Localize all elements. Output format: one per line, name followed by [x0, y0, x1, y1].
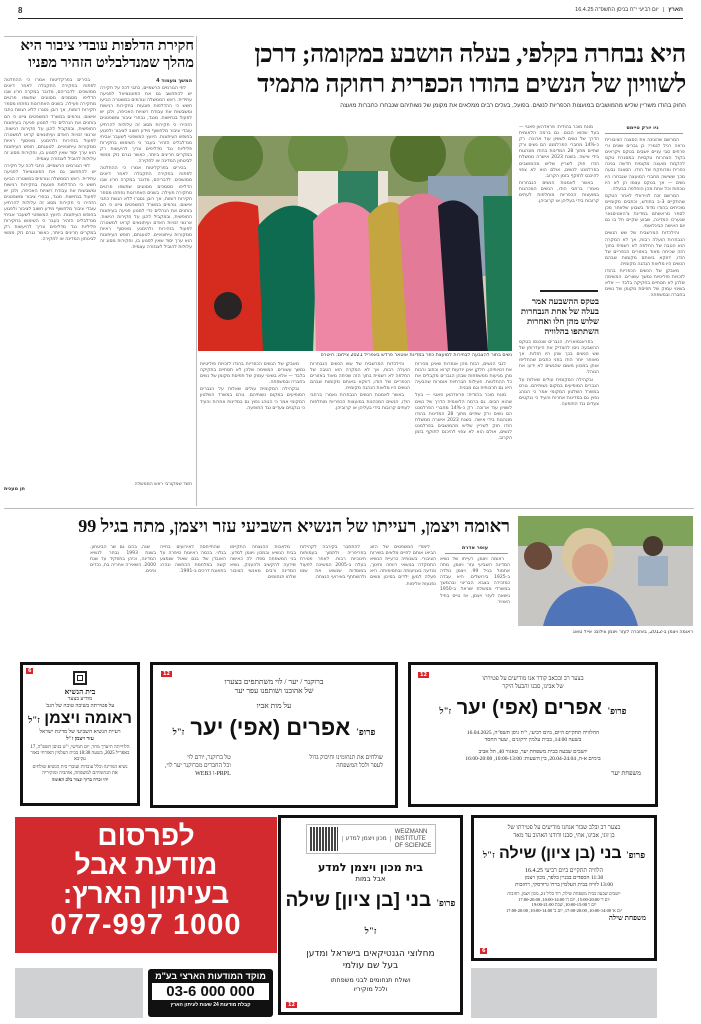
- obit-funeral: הלוויה תתקיים ביום רביעי 16.4.25: [525, 868, 603, 874]
- obit-husband: עזר ויצמן ז"ל: [66, 736, 94, 742]
- lead-col4-p1: והילכדות המרשבית של שש הנשים הנבחרות הועלה רבות, אך לא המקרה הוא הטבה של החלפה לא רשמית בתוך הזה שכיחה מאוד באזורים הכפריים של הודו, דווקא באותם מקומות שבהם הנשים היו מלאות הנהגה מקומית.: [310, 362, 410, 392]
- folio-separator: |: [662, 7, 665, 13]
- obit-signature-right: [309, 754, 383, 778]
- obit-line: PRPL-ו WEB3: [195, 771, 231, 777]
- ad-placeholder: [471, 968, 657, 1018]
- obit-line: בעל שם עולמי: [342, 961, 399, 971]
- obit-ad-efraim-yaar-partners: [150, 662, 398, 808]
- obit-closing: יהי זכרה ברוך ונצור בלב האומה: [51, 778, 109, 783]
- pull-quote: בטקס ההשבעה אמר בעלה של אחת הנבחרות שלוש מהן חלו ואחרות השתתפו בהלוויה: [520, 296, 599, 336]
- obit-line: בצער רב ובכאב קודר אנו מודיעים על פטירתו: [482, 676, 584, 682]
- obit-funeral: ההלוויה תתקיים היום, ביום רביעי, י"ח ניסן תשפ"ה, 16.04.2025: [466, 730, 600, 736]
- obituary-advertising-ad[interactable]: [15, 817, 277, 953]
- obit-suffix: ז"ל: [364, 926, 377, 936]
- side-divider: [196, 36, 197, 506]
- side-top-rule: [4, 36, 194, 37]
- logo-english-line: OF SCIENCE: [394, 842, 432, 849]
- weizmann-emblem-icon: [310, 827, 338, 851]
- obit-line: ברוקנר / יער / לוי משתתפים בצערו: [224, 677, 324, 686]
- obit-signature-left: [165, 754, 231, 778]
- ads-center-phone[interactable]: 03-6 000 000: [152, 983, 269, 1000]
- obit-shiva: יום א' 10:00-14:00, 17:00-20:00, יום ב' 10:00-14:00, 17:00-20:00: [505, 907, 623, 913]
- obit-suffix: ז"ל: [172, 727, 185, 737]
- dateline: יום רביעי י"ח בניסן התשפ"ה 16.4.25: [575, 7, 659, 13]
- logo-english: [395, 829, 432, 850]
- obit-name: אפרים (אפי) יער: [456, 697, 602, 719]
- obit-line: שולחים את תנחומינו וחיבוק גדול: [309, 755, 383, 761]
- ad-placeholder: [15, 968, 143, 1018]
- side-jump: המשך מעמוד 4: [156, 78, 192, 84]
- raoma-weizman-photo: [518, 516, 693, 626]
- obit-line: על פטירתה בשיבה טובה של הגב': [45, 703, 115, 709]
- obit-line: ולכל מוקיריו: [353, 985, 388, 993]
- lead-col2-p4: ובקהילה המקומית עולים שאלות על הגברים המופיעים במקום נשותיהם. גורם במשרד השלטון המקומי אמר כי הנוהג נפוץ גם במדינות אחרות והעיד כי ננקטים צעדים נגד התופעה.: [519, 377, 599, 407]
- obit-prefix: פרופ': [607, 706, 627, 716]
- obit-column-6: [90, 545, 156, 647]
- ad-size-tag: 12: [420, 672, 427, 678]
- side-col2-p1: בכירים בפרקליטות אמרו כי ההחלטה לפתוח בחקירה התקבלה לאחר דיונים ממושכים. לדבריהם, מדובר במקרה חריג שבו הדליפו מסמכים מסווגים שחשפו פרטים מחקירה פעילה. בשנים האחרונות נפתחו מספר חקירות דומות, אך רובן נסגרו ללא הגשת כתבי אישום. גורמים במשרד המשפטים ציינו כי הם בוחנים את הנהלים כדי למנוע פגיעה בעיתונות החופשית, ובמקביל להגן על חקירות רגישות. ארגוני זכויות האדם ועיתונאים קראו למשטרה לפעול בזהירות ולהימנע מאיסוף ראיות ממקורות עיתונאיים. לטענתם, חופש העיתונות הוא ערך יסוד שאין לפגוע בו, וחקירות מסוג זה עלולות להוביל לצנזורה עצמית.: [4, 78, 96, 163]
- obit-col6: שנה, בהם גם שר הביטחון. בשנת 1993 נבחר לנשיא המדינה, וכיהן בתפקיד עד שנת 2000. השאירה אחריה בת, נכדים ונינים.: [90, 545, 156, 575]
- side-col2-p2: לפי הגורמים הרשמיים, כתבי לכה על חקירה יש להתחשב גם את הפוטנציאל לפגיעה עתידית. ראש הממשלה וגורמים במשטרה הביעו חשש כי ההדלפות פוגעות בחקירות רגישות ומשבשות את עבודת רשויות האכיפה, ולכן יש לפעול בנחישות. מנגד, נבחרי ציבור ומשפטנים הזהירו כי חקירות מסוג זה עלולות להרתיע עובדי ציבור מלחשוף מידע חשוב לציבור ולפגוע בחופש העיתונות. היועץ המשפטי לשעבר אביחי מנדלבליט הזהיר בעבר כי השימוש בחקירות פליליות נגד מדליפים צריך להיעשות רק במקרים חריגים ביותר, כאשר נגרם נזק ממשי לביטחון המדינה או לחקירה.: [4, 164, 96, 243]
- obit-column-3: [300, 545, 366, 647]
- pull-quote-rule: [540, 290, 598, 292]
- obit-name: בני (בן ציון) שילה: [499, 845, 622, 862]
- obit-suffix: ז"ל: [28, 715, 40, 725]
- obit-name: בני [בן ציון] שילה: [285, 890, 432, 911]
- obit-line: של אהובנו ושותפנו עפר יער: [234, 686, 314, 695]
- photo-illustration: [198, 136, 512, 351]
- side-col1-p1: לפי הגורמים הרשמיים, כתבי לכה על חקירה יש להתחשב גם את הפוטנציאל לפגיעה עתידית. ראש הממשלה וגורמים במשטרה הביעו חשש כי ההדלפות פוגעות בחקירות רגישות ומשבשות את עבודת רשויות האכיפה, ולכן יש לפעול בנחישות. מנגד, נבחרי ציבור ומשפטנים הזהירו כי חקירות מסוג זה עלולות להרתיע עובדי ציבור מלחשוף מידע חשוב לציבור ולפגוע בחופש העיתונות. היועץ המשפטי לשעבר אביחי מנדלבליט הזהיר בעבר כי השימוש בחקירות פליליות נגד מדליפים צריך להיעשות רק במקרים חריגים ביותר, כאשר נגרם נזק ממשי לביטחון המדינה או לחקירה.: [100, 86, 192, 165]
- weizmann-institute-logo: [306, 824, 436, 854]
- logo-english-line: WEIZMANN: [394, 828, 428, 835]
- lead-col1-p2: המרשם זכה לוויראלי לאחר הטקס שהתקיים 3-ב בחודש, וכתבים מקומיים מוכיחים בהודו מדוד בשבוע שלאחר מכן לספר מראשתם במדינת צ'האטיסגאר שנערכו המדינה, שבוע שקיים חל בו גם יום האישה הבינלאומי.: [605, 193, 685, 230]
- obit-col3: להתחבר בקירבה לקהילות בפריפריה ולתמוך בעמותות חינוכיות רבות. לאחר פטירת בעלה ב-2005 המשיכה לפעול במוסדות שנשאו את שמו ולהשתתף באירועי הנצחה.: [300, 545, 366, 581]
- obituary-byline: עופר אדרת: [461, 545, 489, 551]
- logo-hebrew: מכון ויצמן למדע: [342, 836, 391, 842]
- ad-size-tag: 12: [288, 1002, 295, 1008]
- red-ad-phone[interactable]: 077-997 1000: [50, 909, 242, 941]
- obit-role: רעיית הנשיא השביעי של מדינת ישראל: [39, 729, 121, 735]
- obit-name-line: [474, 840, 654, 866]
- obit-col2: לימודי המשפטים של הזוג הביאו אותם לחיים מלאים בשירות הציבורי. בשנותיה כרעיית הנשיא התמקדה בנושאי רווחה וחינוך, ונודעה בצניעותה ובחמימותה. היא פעלה למען ילדים בסיכון ונשים נפגעות אלימות.: [370, 545, 436, 587]
- obit-col1: ראומה ויצמן, רעייתו של נשיא המדינה השביעי עזר ויצמן, מתה אתמול בגיל 99. ויצמן נולדה ב-1925 בירושלים. היא עבדה כמזכירה בצבא הבריטי ובהמשך במשרדי ממשלת ישראל. ב-1950 נישאה לעזר ויצמן, אז טייס בחיל האוויר.: [440, 557, 510, 605]
- byline-rule-2: [445, 553, 508, 554]
- obit-shiva: יום ד' 15:00-20:00, יום ה' 10:00-14:00, 17:00-20:00: [518, 896, 610, 902]
- obit-line: מחלוצי הגנטיקאים בישראל ומדען: [306, 949, 435, 959]
- obit-ad-weizmann-institute: [278, 815, 463, 1015]
- obit-funeral: הלווייתה תיערך מחר, יום חמישי, י"ט בניסן תשפ"ה, 17 באפריל 2025, בשעה 10:30 בבית העלמין האזרחי באור עקיבא: [30, 745, 130, 762]
- obit-suffix: ז"ל: [439, 706, 452, 716]
- obit-prefix: פרופ': [356, 727, 376, 737]
- obit-prefix: פרופ': [436, 898, 456, 908]
- lead-headline: היא נבחרה בקלפי, בעלה הושבע במקומה; דרכן לשוויון של הנשים בהודו הכפרית רחוקה מתמיד: [254, 41, 686, 98]
- obit-ad-efraim-yaar-family: [408, 662, 658, 807]
- india-women-voting-photo: [198, 136, 512, 351]
- side-signoff: חן מענית: [4, 486, 25, 492]
- obit-line: וכל החברים מברוקנר יער לוי,: [165, 763, 231, 769]
- side-column-2: [4, 78, 96, 478]
- page-number: 8: [18, 5, 23, 15]
- ad-size-tag: 12: [163, 671, 170, 677]
- red-ad-line: בעיתון הארץ:: [62, 878, 230, 909]
- side-col1-p2: בכירים בפרקליטות אמרו כי ההחלטה לפתוח בחקירה התקבלה לאחר דיונים ממושכים. לדבריהם, מדובר במקרה חריג שבו הדליפו מסמכים מסווגים שחשפו פרטים מחקירה פעילה. בשנים האחרונות נפתחו מספר חקירות דומות, אך רובן נסגרו ללא הגשת כתבי אישום. גורמים במשרד המשפטים ציינו כי הם בוחנים את הנהלים כדי למנוע פגיעה בעיתונות החופשית, ובמקביל להגן על חקירות רגישות. ארגוני זכויות האדם ועיתונאים קראו למשטרה לפעול בזהירות ולהימנע מאיסוף ראיות ממקורות עיתונאיים. לטענתם, חופש העיתונות הוא ערך יסוד שאין לפגוע בו, וחקירות מסוג זה עלולות להוביל לצנזורה עצמית.: [100, 166, 192, 251]
- red-ad-line: לפרסום: [97, 820, 195, 851]
- lead-col1-p3: והילכדות המרשבית של שש הנשים הנבחרות הועלה רבות, אך לא המקרה הוא הטבה של החלפה לא רשמית בתוך הזה שכיחה מאוד באזורים הכפריים של הודו, דווקא באותם מקומות שבהם הנשים היו מלאות הנהגה מקומית.: [605, 231, 685, 267]
- obit-column-1: [440, 557, 510, 647]
- obit-column-4: [230, 545, 296, 647]
- obit-signed: משפחת שילה: [608, 914, 646, 923]
- side-headline: חקירת הדלפות עובדי ציבור היא מהלך שמנדלבליט הזהיר מפניו: [20, 38, 194, 71]
- lead-column-4: [310, 362, 410, 507]
- lead-column-3: [415, 362, 512, 507]
- obit-signed: משפחת יער: [611, 770, 641, 777]
- obit-col4: מלאכות ההנצחה התקיימו בבית הנשיא ובמכון ויצמן למדע. בני המשפחה ספדו לה כאישה שידעה להקשיב ולהעניק. נשיא המדינה ורבים מאנשי הציבור שלחו תנחומים.: [230, 545, 296, 581]
- obit-line: ושולח תנחומים לבני משפחתו: [330, 976, 411, 984]
- logo-english-line: INSTITUTE: [394, 835, 426, 842]
- lead-col1-p4: מאבקן של הנשים הכפריות בהודו לזכויות פוליטיות נמשך עשורים. המשימה שלהן לא תסתיים בחקיקה בלבד — אלא בשינוי עמוק של תפיסת מקומן של נשים בחברה ובמשפחה.: [605, 268, 685, 299]
- obit-name-line: [23, 710, 137, 729]
- obit-shiva: יושבים שבעה בבית משפחת שילה, רח' בליל 21, מכון ויצמן, רחובות: [507, 891, 621, 896]
- obit-funeral: 13:00 לוויה בבית העלמין ברח' גרודסקי, רחובות: [515, 882, 613, 888]
- obit-line: אבל במות: [355, 875, 386, 883]
- lead-col2-p2: באשר לאמנות הנשים הנבחרות נאמר: ברחבי הודו, הנשים המכהנות במועצות הכפריות מוחלפות לעתים קרובות בידי בעליהן או קרוביהן.: [519, 180, 599, 205]
- obit-suffix: ז"ל: [482, 850, 495, 860]
- side-column-1: [100, 86, 192, 478]
- india-photo-caption: נשים בתור להצבעה לבחירות למועצת כפר במדינת אוטאר פרדש באפריל 2021 צילום: רויטרס: [320, 353, 512, 358]
- lead-col4-p2: באשר לאמנות הנשים הנבחרות נאמר: ברחבי הודו, הנשים המכהנות במועצות הכפריות מוחלפות לעתים קרובות בידי בעליהן או קרוביהן.: [310, 393, 410, 411]
- obit-line: מודיע בצער: [67, 696, 93, 702]
- lead-col5-p2: ובקהילה המקומית עולים שאלות על הגברים המופיעים במקום נשותיהם. גורם במשרד השלטון המקומי אמר כי הנוהג נפוץ גם במדינות אחרות והעיד כי ננקטים צעדים נגד התופעה.: [200, 387, 305, 411]
- ads-center-title: מוקד המודעות הארצי בע"מ: [155, 971, 266, 981]
- obit-col5: שהתייחסה לאירועים בחייה בגלוי. בכמה ראיונות סיפרה על האובדן של בנם שאול שנפצע קשה במלחמת ההתשה ונהרג בתאונת דרכים ב-1991.: [160, 545, 226, 575]
- obit-name: אפרים (אפי) יער: [190, 715, 351, 740]
- ads-center-ad[interactable]: [148, 969, 273, 1017]
- page-folio: [18, 4, 683, 16]
- byline-rule: [605, 133, 683, 134]
- obit-line: של אבינו, סבנו והבעל היקר: [502, 684, 564, 690]
- obit-condolence: נשיא המדינה וכלל עובדות ועובדי בית הנשיא שולחים את תנחומיהם למשפחה, אוהביה ומוקיריה: [32, 765, 128, 776]
- obit-shiva: יושבים שבעה בבית משפחת יער, טאגור 40, תל אביב: [478, 749, 588, 755]
- red-ad-line: מודעת אבל: [74, 849, 218, 880]
- obit-name: ראומה ויצמן: [44, 710, 132, 727]
- side-tail: חשד שמקורבי ראש הממשלה: [134, 482, 192, 487]
- obit-line: על מות אביו: [256, 701, 292, 710]
- lead-column-2: [519, 125, 599, 295]
- obit-prefix: פרופ': [626, 850, 646, 860]
- obit-line: בצער רב ובלב שבור אנחנו מודיעים על פטירתו של: [507, 825, 621, 831]
- lead-col2-p3: בפראגמוארית, הגברים שנכנסו בטקס ההשבעה ניסו להצדיק את היעדרותן של שש הנשים בכך שהן היו חולות. אך מאוחר יותר הודו בפני כתבים שהחליפו אותן במכוון משום שהנשים לא ידעו את הנוהל.: [519, 340, 599, 376]
- lead-byline: ניו יורק טיימס: [626, 125, 659, 131]
- state-emblem-icon: [73, 671, 87, 685]
- lead-col3-p2: מונח מוכר בהודית: פראדהאן פאטי — בעל שהוא הבוס. גם ברמה הלאומית הדרך של נשים לשוויון עוד ארוכה. רק כ-14% מחברי הפרלמנט הם נשים ורק שתיים מתוך 28 המדינות בהודו מונהגות בידי אישה. בשנת 2023 אישרה ממשלת הודו חוק לשריין שליש מהמושבים בפרלמנט לנשים, אולם הוא לא צפוי להיכנס לתוקף בזמן הקרוב.: [415, 393, 512, 442]
- lead-column-1: [605, 138, 685, 510]
- obit-ad-shilo-family: [471, 815, 657, 961]
- lead-col3-p1: לגבי הנשים, רבות מהן אומרות שאינן מכירות את זכויותיהן. חלקן אינן יודעות קרוא וכתוב ורבות מהן מגיעות ממשפחות שבהן הגברים מקבלים את כל ההחלטות. פעילות חברתיות אומרות שהבעיה היא גם תרבותית וגם מבנית.: [415, 362, 512, 392]
- obit-column-2: [370, 545, 436, 647]
- lead-col1-p1: המרשם שהציגה את הסצנה הציבורית נראה רגיל לגמרי: כן גברים שונים ורי פרחים סבי עניים יושבים בטקס ויקראים בקול הצהרות טקסיות במסגרת טקס להקמת מועצה מקומית חדשה בגינה כפרית ומרוחקת של הודו. הסצנה נבעה מכך ששישה מחברי המועצה שנבחרו היו נשים — אך בטקס עצמו הן לא היו נוכחות וכל אחת מהן הוחלפה בבעלה.: [605, 138, 685, 192]
- obit-line: לעפר ולכל המשפחה: [336, 763, 383, 769]
- obit-shiva: יום ו' 10:00-15:00, שבת 19:00-21:00: [531, 902, 597, 908]
- raoma-photo-caption: ראומה ויצמן ב-2012, באזכרה לעזר ויצמן צילום: אייל טואג: [572, 630, 693, 635]
- obit-funeral: בשעה 14:00, בבית עלמין ירקונים , שער החסד: [484, 737, 582, 743]
- photo-illustration: [518, 516, 693, 626]
- obit-column-5: [160, 545, 226, 647]
- obit-funeral: 11:30 הספדים בבניין בלפר, מכון ויצמן: [524, 875, 604, 881]
- lead-col5-p1: מאבקן של הנשים הכפריות בהודו לזכויות פוליטיות נמשך עשורים. המשימה שלהן לא תסתיים בחקיקה בלבד — אלא בשינוי עמוק של תפיסת מקומן של נשים בחברה ובמשפחה.: [200, 362, 305, 386]
- obit-ad-raoma-weizman: [20, 662, 140, 806]
- section-divider: [4, 508, 694, 509]
- obit-shiva: בימים א-ה, 20.04-24.04, בין השעות: 10:00-13:00, 16:00-20:00: [465, 756, 601, 762]
- obituary-headline: ראומה ויצמן, רעייתו של הנשיא השביעי עזר ויצמן, מתה בגיל 99: [78, 516, 510, 536]
- ads-center-note: קבלת מודעות 24 שעות לעיתון הארץ: [170, 1002, 251, 1008]
- obit-issuer: בית הנשיא: [64, 687, 96, 696]
- obit-name-line: [411, 691, 655, 725]
- lead-column-2b: [519, 340, 599, 510]
- top-rule: [18, 18, 683, 19]
- obit-name-line: [153, 710, 395, 746]
- obit-line: טל ברוקנר, יורם לוי: [187, 755, 231, 761]
- ad-size-tag: 6: [28, 668, 32, 674]
- lead-col2-p1: מונח מוכר בהודית: פראדהאן פאטי — בעל שהוא הבוס. גם ברמה הלאומית הדרך של נשים לשוויון עוד ארוכה. רק כ-14% מחברי הפרלמנט הם נשים ורק שתיים מתוך 28 המדינות בהודו מונהגות בידי אישה. בשנת 2023 אישרה ממשלת הודו חוק לשריין שליש מהמושבים בפרלמנט לנשים, אולם הוא לא צפוי להיכנס לתוקף בזמן הקרוב.: [519, 125, 599, 179]
- paper-name: הארץ: [668, 7, 683, 13]
- ad-size-tag: 6: [482, 948, 486, 954]
- obit-issuer: בית מכון ויצמן למדע: [317, 861, 424, 874]
- obit-line: בן זוגי, אבינו, אחי, סבנו ודודנו האהוב עד מאד: [513, 833, 615, 839]
- lead-column-5: [200, 362, 305, 507]
- obit-name-line: [281, 884, 460, 944]
- obit-signatures: [153, 746, 395, 778]
- lead-deck: החוק בהודו משריין שליש מהמושבים במועצות הכפריות לנשים. בפועל, בעלים רבים ממלאים את מקומן של נשותיהם שנבחרו כחברות מועצה: [340, 103, 686, 109]
